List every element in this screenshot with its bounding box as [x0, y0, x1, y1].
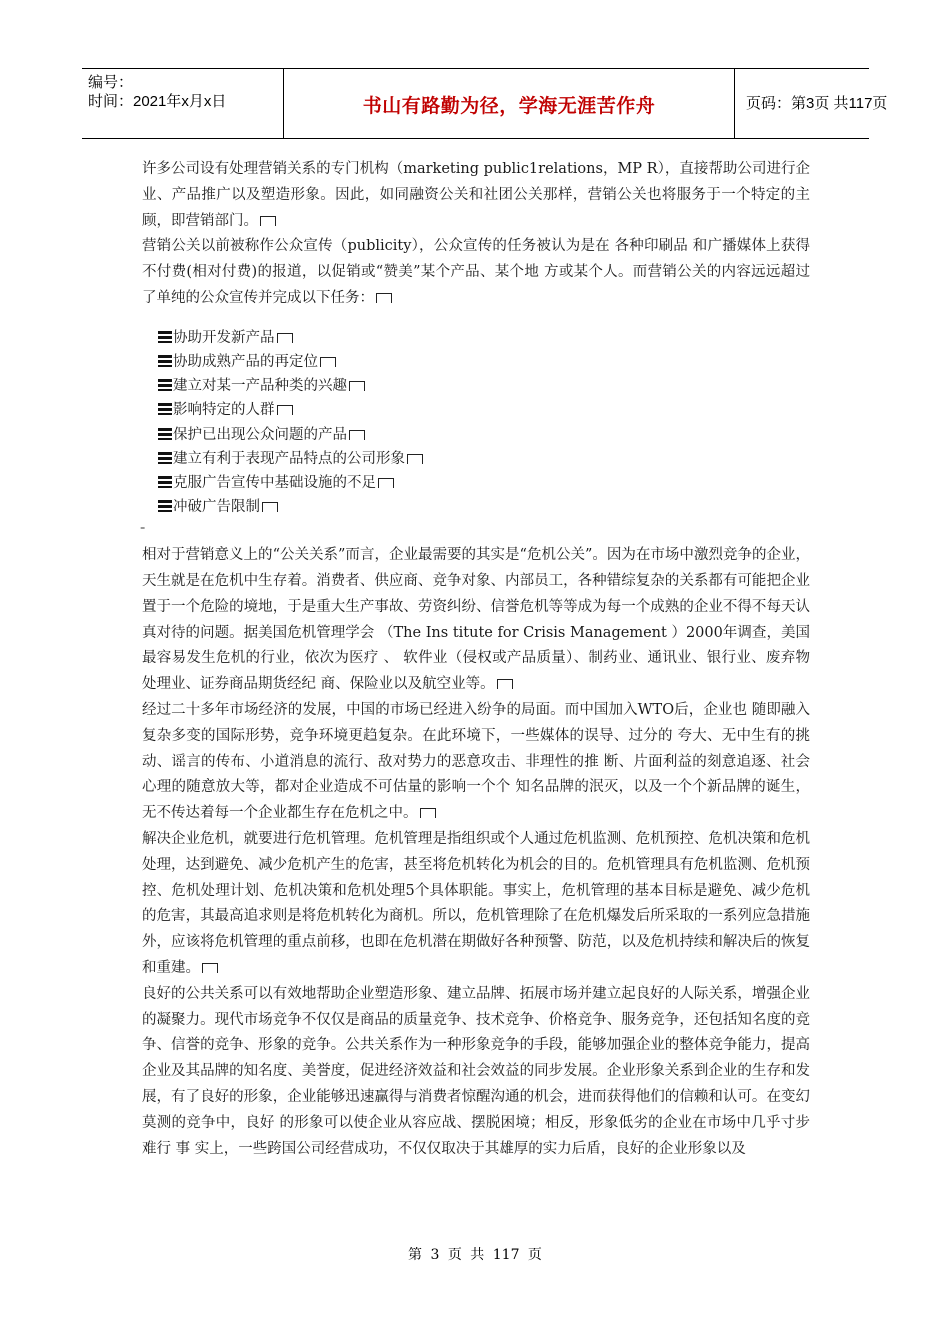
- paragraph-mark-icon: [420, 808, 436, 818]
- paragraph-mark-icon: [202, 963, 218, 973]
- list-bullet-icon: [158, 355, 172, 367]
- page-footer: 第 3 页 共 117 页: [408, 1247, 542, 1263]
- list-bullet-icon: [158, 476, 172, 488]
- list-bullet-icon: [158, 452, 172, 464]
- section-separator: ⁼: [140, 525, 146, 537]
- task-list: [158, 326, 810, 520]
- paragraph-mark-icon: [376, 293, 392, 303]
- document-body: [142, 157, 810, 1162]
- paragraph-mark-icon: [320, 357, 336, 367]
- paragraph-mark-icon: [497, 679, 513, 689]
- paragraph-mark-icon: [407, 454, 423, 464]
- header-meta-cell: [82, 69, 282, 138]
- list-item: 保护已出现公众问题的产品: [158, 423, 810, 447]
- list-bullet-icon: [158, 500, 172, 512]
- paragraph-mark-icon: [262, 502, 278, 512]
- list-item: 协助开发新产品: [158, 326, 810, 350]
- paragraph-mark-icon: [349, 430, 365, 440]
- paragraph-mark-icon: [260, 216, 276, 226]
- list-item: 建立对某一产品种类的兴趣: [158, 374, 810, 398]
- list-item: 克服广告宣传中基础设施的不足: [158, 471, 810, 495]
- list-bullet-icon: [158, 428, 172, 440]
- paragraph-crisis-management: 解决企业危机，就要进行危机管理。危机管理是指组织或个人通过危机监测、危机预控、危机决策和危机处理，达到避免、减少危机产生的危害，甚至将危机转化为机会的目的。危机管理具有危机监测、危机预控、危机处理计划、危机决策和危机处理5个具体职能。事实上，危机管理的基本目标是避免、减少危机的危害，其最高追求则是将危机转化为商机。所以，危机管理除了在危机爆发后所采取的一系列应急措施外，应该将危机管理的重点前移，也即在危机潜在期做好各种预警、防范，以及危机持续和解决后的恢复和重建。: [142, 831, 810, 977]
- list-bullet-icon: [158, 331, 172, 343]
- paragraph-public-relations: 良好的公共关系可以有效地帮助企业塑造形象、建立品牌、拓展市场并建立起良好的人际关系，增强企业的凝聚力。现代市场竞争不仅仅是商品的质量竞争、技术竞争、价格竞争、服务竞争，还包括知名度的竞争、信誉的竞争、形象的竞争。公共关系作为一种形象竞争的手段，能够加强企业的整体竞争能力，提高企业及其品牌的知名度、美誉度，促进经济效益和社会效益的同步发展。企业形象关系到企业的生存和发展，有了良好的形象，企业能够迅速赢得与消费者惊醒沟通的机会，进而获得他们的信赖和认可。在变幻莫测的竞争中，良好 的形象可以使企业从容应战、摆脱困境；相反，形象低劣的企业在市场中几乎寸步难行 事 实上，一些跨国公司经营成功，不仅仅取决于其雄厚的实力后盾，良好的企业形象以及: [142, 985, 810, 1157]
- header-page-cell: [734, 69, 888, 138]
- paragraph-publicity: 营销公关以前被称作公众宣传（publicity），公众宣传的任务被认为是在 各种印刷品 和广播媒体上获得不付费(相对付费)的报道，以促销或“赞美”某个产品、某个地 方或某个人。而营销公关的内容远远超过了单纯的公众宣传并完成以下任务：: [142, 238, 810, 306]
- header-page-label: 页码：第3页 共117页: [746, 95, 888, 112]
- paragraph-mark-icon: [349, 381, 365, 391]
- list-item: 影响特定的人群: [158, 398, 810, 422]
- paragraph-mark-icon: [277, 405, 293, 415]
- list-item: 建立有利于表现产品特点的公司形象: [158, 447, 810, 471]
- header-motto: 书山有路勤为径，学海无涯苦作舟: [362, 95, 656, 117]
- paragraph-china-market: 经过二十多年市场经济的发展，中国的市场已经进入纷争的局面。而中国加入WTO后，企业也 随即融入复杂多变的国际形势，竞争环境更趋复杂。在此环境下，一些媒体的误导、过分的 夸大、无中生有的挑动、谣言的传布、小道消息的流行、敌对势力的恶意攻击、非理性的推 断、片面利益的刻意追逐、社会心理的随意放大等，都对企业造成不可估量的影响一个个 知名品牌的泯灭，以及一个个新品牌的诞生，无不传达着每一个企业都生存在危机之中。: [142, 702, 810, 822]
- paragraph-intro: 许多公司设有处理营销关系的专门机构（marketing public1relations，MP R），直接帮助公司进行企业、产品推广以及塑造形象。因此，如同融资公关和社团公关那样，营销公关也将服务于一个特定的主顾，即营销部门。: [142, 161, 810, 229]
- paragraph-crisis-pr: 相对于营销意义上的“公关关系”而言，企业最需要的其实是“危机公关”。因为在市场中激烈竞争的企业，天生就是在危机中生存着。消费者、供应商、竞争对象、内部员工，各种错综复杂的关系都有可能把企业置于一个危险的境地，于是重大生产事故、劳资纠纷、信誉危机等等成为每一个成熟的企业不得不每天认真对待的问题。据美国危机管理学会 （The Ins titute for Crisis Management ）2000年调查，美国最容易发生危机的行业，依次为医疗 、 软件业（侵权或产品质量）、制药业、通讯业、银行业、废弃物处理业、证券商品期货经纪 商、保险业以及航空业等。: [142, 547, 810, 693]
- list-item: 冲破广告限制: [158, 495, 810, 519]
- list-item: 协助成熟产品的再定位: [158, 350, 810, 374]
- document-time-label: 时间：2021年x月x日: [88, 93, 227, 110]
- document-header: [82, 68, 888, 139]
- paragraph-mark-icon: [277, 333, 293, 343]
- header-motto-cell: [283, 69, 735, 138]
- list-bullet-icon: [158, 403, 172, 415]
- document-number-label: 编号：: [88, 74, 134, 91]
- paragraph-mark-icon: [378, 478, 394, 488]
- list-bullet-icon: [158, 379, 172, 391]
